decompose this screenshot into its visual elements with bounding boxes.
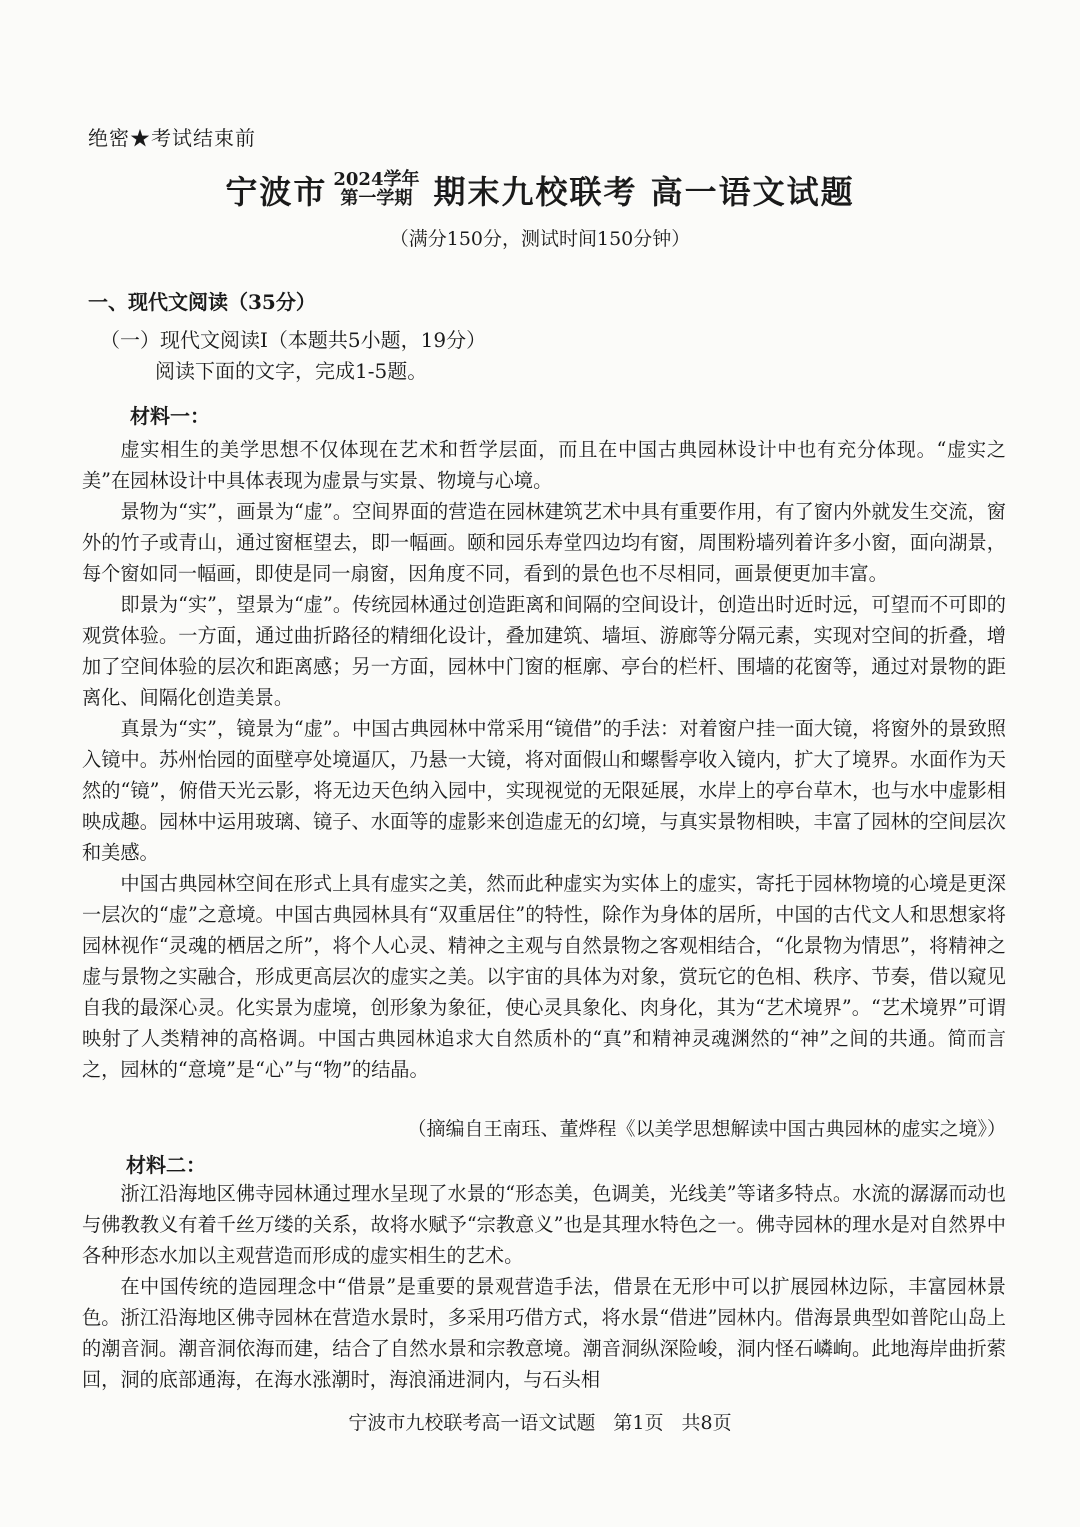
material-one-label: 材料一：: [130, 404, 210, 428]
paragraph: 景物为“实”，画景为“虚”。空间界面的营造在园林建筑艺术中具有重要作用，有了窗内外就发生交流，窗外的竹子或青山，通过窗框望去，即一幅画。颐和园乐寿堂四边均有窗，周围粉墙列着许多小窗，面向湖景，每个窗如同一幅画，即使是同一扇窗，因角度不同，看到的景色也不尽相同，画景便更加丰富。: [82, 500, 1006, 585]
footer-title: 宁波市九校联考高一语文试题: [348, 1412, 596, 1434]
exam-subtitle: （满分150分，测试时间150分钟）: [389, 228, 691, 250]
paragraph: 虚实相生的美学思想不仅体现在艺术和哲学层面，而且在中国古典园林设计中也有充分体现。“虚实之美”在园林设计中具体表现为虚景与实景、物境与心境。: [82, 438, 1006, 492]
paragraph: 即景为“实”，望景为“虚”。传统园林通过创造距离和间隔的空间设计，创造出时近时远，可望而不可即的观赏体验。一方面，通过曲折路径的精细化设计，叠加建筑、墙垣、游廊等分隔元素，实现对空间的折叠，增加了空间体验的层次和距离感；另一方面，园林中门窗的框廓、亭台的栏杆、围墙的花窗等，通过对景物的距离化、间隔化创造美景。: [82, 593, 1006, 709]
footer-page: 第1页: [613, 1412, 664, 1434]
title-year-term: [333, 171, 419, 209]
paragraph: 中国古典园林空间在形式上具有虚实之美，然而此种虚实为实体上的虚实，寄托于园林物境的心境是更深一层次的“虚”之意境。中国古典园林具有“双重居住”的特性，除作为身体的居所，中国的古代文人和思想家将园林视作“灵魂的栖居之所”，将个人心灵、精神之主观与自然景物之客观相结合，“化景物为情思”，将精神之虚与景物之实融合，形成更高层次的虚实之美。以宇宙的具体为对象，赏玩它的色相、秩序、节奏，借以窥见自我的最深心灵。化实景为虚境，创形象为象征，使心灵具象化、肉身化，其为“艺术境界”。“艺术境界”可谓映射了人类精神的高格调。中国古典园林追求大自然质朴的“真”和精神灵魂渊然的“神”之间的共通。简而言之，园林的“意境”是“心”与“物”的结晶。: [82, 872, 1006, 1081]
section-heading: 一、现代文阅读（35分）: [88, 290, 316, 314]
material-one-text: [82, 434, 1006, 1085]
confidential-notice: 绝密★考试结束前: [88, 126, 256, 150]
material-two-label: 材料二：: [126, 1153, 206, 1177]
title-city: 宁波市: [225, 173, 328, 211]
source-citation: （摘编自王南珏、董烨程《以美学思想解读中国古典园林的虚实之境》）: [407, 1118, 1006, 1140]
paragraph: 浙江沿海地区佛寺园林通过理水呈现了水景的“形态美，色调美，光线美”等诸多特点。水流的潺潺而动也与佛教教义有着千丝万缕的关系，故将水赋予“宗教意义”也是其理水特色之一。佛寺园林的理水是对自然界中各种形态水加以主观营造而形成的虚实相生的艺术。: [82, 1182, 1006, 1267]
page-footer: [0, 1408, 1080, 1435]
section-subheading: （一）现代文阅读Ⅰ（本题共5小题，19分）: [100, 328, 487, 352]
title-term: 第一学期: [340, 188, 413, 209]
material-two-text: [82, 1178, 1006, 1395]
reading-instruction: 阅读下面的文字，完成1-5题。: [155, 359, 428, 383]
paragraph: 真景为“实”，镜景为“虚”。中国古典园林中常采用“镜借”的手法：对着窗户挂一面大镜，将窗外的景致照入镜中。苏州怡园的面壁亭处境逼仄，乃悬一大镜，将对面假山和螺髻亭收入镜内，扩大了境界。水面作为天然的“镜”，俯借天光云影，将无边天色纳入园中，实现视觉的无限延展，水岸上的亭台草木，也与水中虚影相映成趣。园林中运用玻璃、镜子、水面等的虚影来创造虚无的幻境，与真实景物相映，丰富了园林的空间层次和美感。: [82, 717, 1006, 864]
title-year: 2024学年: [333, 169, 420, 191]
paragraph: 在中国传统的造园理念中“借景”是重要的景观营造手法，借景在无形中可以扩展园林边际，丰富园林景色。浙江沿海地区佛寺园林在营造水景时，多采用巧借方式，将水景“借进”园林内。借海景典型如普陀山岛上的潮音洞。潮音洞依海而建，结合了自然水景和宗教意境。潮音洞纵深险峻，洞内怪石嶙峋。此地海岸曲折萦回，洞的底部通海，在海水涨潮时，海浪涌进洞内，与石头相: [82, 1275, 1006, 1391]
footer-total: 共8页: [681, 1412, 732, 1434]
exam-title: [0, 160, 1080, 220]
title-main: 期末九校联考 高一语文试题: [433, 173, 855, 211]
